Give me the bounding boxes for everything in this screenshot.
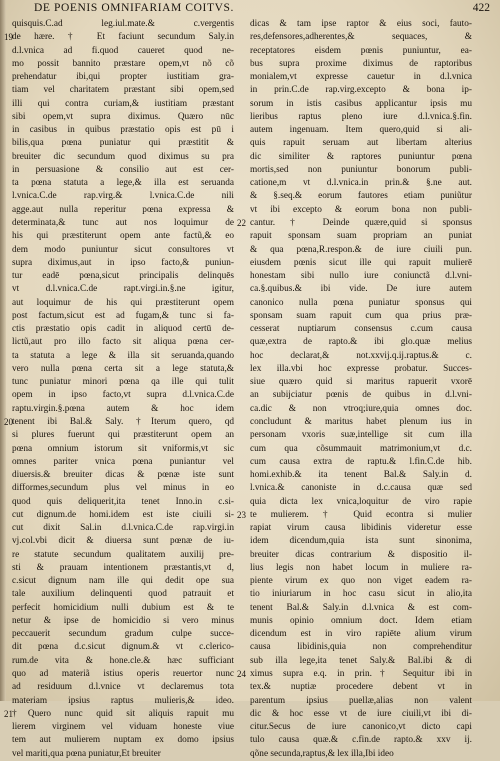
line-text: piente virum ex quo non viget eadem ra- bbox=[250, 576, 472, 587]
line-text: concludunt & maritus habet plenum ius in bbox=[250, 416, 472, 427]
line-text: tale auxilium delinquenti quod patrauit et bbox=[12, 589, 234, 600]
line-text: difformes,secundum plus vel minus in eo bbox=[12, 483, 234, 494]
line-text: quisquis.C.ad leg.iul.mate.& c.vergentis bbox=[12, 19, 234, 29]
line-text: de hære. † Et faciunt secundum Saly.in bbox=[12, 32, 234, 43]
line-text: quo ad materiã istius operis reuertor nunc bbox=[12, 669, 234, 680]
text-line bbox=[250, 602, 472, 615]
page-number: 422 bbox=[472, 2, 490, 14]
line-text: vero nulla pœna certa sit a lege statuta,& bbox=[12, 363, 234, 374]
line-text: cum causa extra de raptu.& l.fin.C.de hib. bbox=[250, 456, 472, 467]
left-text-column bbox=[4, 18, 234, 761]
text-line bbox=[12, 602, 234, 615]
text-line bbox=[250, 363, 472, 376]
text-line bbox=[12, 310, 234, 323]
line-text: tiam vel charitatem præstant sibi opem,sed bbox=[12, 85, 234, 96]
text-line bbox=[250, 244, 472, 257]
line-text: rapuit sponsam suam propriam an puniat bbox=[250, 231, 472, 242]
text-line bbox=[250, 18, 472, 31]
line-text: quis rapuit seruam aut libertam alterius bbox=[250, 138, 472, 149]
line-text: illi qui contra curiam,& iustitiam præstant bbox=[12, 98, 234, 109]
line-text: parentum ipsius puellæ,alias non valent bbox=[250, 695, 472, 706]
text-line bbox=[250, 575, 472, 588]
text-line bbox=[12, 509, 234, 522]
line-text: post factum,sicut est ad fugam,& tunc si fa- bbox=[12, 310, 234, 321]
text-line bbox=[12, 668, 234, 681]
text-line bbox=[250, 137, 472, 150]
line-text: dit pœna d.c.sicut dignum.& vt c.clerico- bbox=[12, 642, 234, 653]
text-line bbox=[250, 695, 472, 708]
line-text: l.vnica.& canoniste in d.c.causa quæ sed bbox=[250, 483, 472, 494]
text-line bbox=[250, 283, 472, 296]
line-text: bus supra proxime diximus de raptoribus bbox=[250, 58, 472, 69]
text-line bbox=[237, 668, 472, 681]
line-text: lex illa.vbi hoc expresse probatur. Succes- bbox=[250, 363, 472, 374]
text-line bbox=[250, 496, 472, 509]
text-line bbox=[250, 641, 472, 654]
text-line bbox=[12, 18, 234, 31]
line-text: homi.exhib.& ita tenent Bal.& Saly.in d. bbox=[250, 470, 472, 481]
text-line bbox=[12, 429, 234, 442]
line-text: ta statuta a lege & illa sit seruanda,quando bbox=[12, 350, 234, 361]
text-line bbox=[12, 522, 234, 535]
text-line bbox=[12, 482, 234, 495]
line-text: peccauerit secundum gradum culpe succe- bbox=[12, 629, 234, 640]
text-line bbox=[12, 151, 234, 164]
text-line bbox=[250, 124, 472, 137]
text-line bbox=[237, 217, 472, 230]
line-text: determinata,& tunc aut nos loquimur de bbox=[12, 217, 234, 228]
text-line bbox=[12, 71, 234, 84]
text-line bbox=[12, 403, 234, 416]
line-text: lierem virginem vel viduam honeste viue bbox=[12, 722, 234, 733]
line-text: tem aut mulierem nuptam ex domo ipsius bbox=[12, 735, 234, 746]
line-text: †Quero nunc quid sit aliquis rapuit mu bbox=[12, 708, 234, 719]
text-line bbox=[250, 111, 472, 124]
line-text: dem modo puniuntur sicut consultores vt bbox=[12, 244, 234, 255]
text-line bbox=[12, 204, 234, 217]
line-text: tunc puniatur minori pœna qa ille qui tulit bbox=[12, 377, 234, 388]
line-text: autem ingenuam. Item quero,quid si ali- bbox=[250, 125, 472, 136]
text-line bbox=[12, 137, 234, 150]
text-line bbox=[250, 71, 472, 84]
line-text: dicas & tam ipse raptor & eius soci, fauto- bbox=[250, 19, 472, 29]
text-line bbox=[250, 31, 472, 44]
text-line bbox=[12, 549, 234, 562]
line-text: canonico nulla pœna puniatur sponsus qui bbox=[250, 297, 472, 308]
line-text: cut dignum.de homi.idem est iste ciuili si- bbox=[12, 509, 234, 520]
line-text: his qui præstiterunt opem ante factũ,& eo bbox=[12, 231, 234, 242]
text-line bbox=[250, 310, 472, 323]
line-text: munis opinio omnium doct. Idem etiam bbox=[250, 615, 472, 626]
text-line bbox=[250, 429, 472, 442]
line-text: mo possit bannito præstare opem,vt nõ cõ bbox=[12, 58, 234, 69]
paragraph-number: 20 bbox=[4, 416, 13, 427]
line-text: ca.dic & non vtroq;iure,quia omnes doc. bbox=[250, 403, 472, 414]
line-text: in prin.C.de rap.virg.excepto & bona ip- bbox=[250, 85, 472, 96]
line-text: quia dicta lex vnica,loquitur de viro rapie bbox=[250, 496, 472, 507]
text-line bbox=[250, 443, 472, 456]
line-text: vt d.l.vnica.C.de rapt.virgi.in.§.ne igitur, bbox=[12, 284, 234, 295]
text-line bbox=[250, 549, 472, 562]
text-line bbox=[250, 98, 472, 111]
line-text: breuiter dic secundum quod diximus su pra bbox=[12, 151, 234, 162]
text-line bbox=[250, 164, 472, 177]
line-text: ad residuum d.l.vnice vt declaremus tota bbox=[12, 682, 234, 693]
text-line bbox=[250, 270, 472, 283]
line-text: & qua pœna,R.respon.& de iure ciuili pun. bbox=[250, 244, 472, 255]
line-text: mortis,sed non puniuntur bonorum publi- bbox=[250, 164, 472, 175]
text-line bbox=[250, 681, 472, 694]
text-line bbox=[250, 615, 472, 628]
line-text: honestam sibi nullo iure coniunctã d.l.vni- bbox=[250, 271, 472, 282]
text-line bbox=[250, 257, 472, 270]
text-line bbox=[12, 270, 234, 283]
line-text: sibi opem,vt supra diximus. Quæro nūc bbox=[12, 111, 234, 122]
line-text: ximus supra e.q. in prin.† Sequitur ibi in bbox=[250, 669, 472, 680]
text-line bbox=[12, 721, 234, 734]
line-text: vt ibi excepto & eorum bona non publi- bbox=[250, 204, 472, 215]
text-line bbox=[12, 496, 234, 509]
text-line bbox=[250, 190, 472, 203]
paragraph-number: 23 bbox=[237, 509, 246, 520]
text-line bbox=[12, 244, 234, 257]
line-text: rum.de vita & hone.cle.& hæc sufficiant bbox=[12, 655, 234, 666]
line-text: rapiat virum causa libidinis videretur esse bbox=[250, 523, 472, 534]
line-text: lieribus raptus pleno iure d.l.vnica.§.fin. bbox=[250, 111, 472, 122]
line-text: quæ,extra de rapto.& ibi glo.quæ melius bbox=[250, 337, 472, 348]
text-line bbox=[250, 734, 472, 747]
line-text: receptatores eisdem pœnis puniuntur, ea- bbox=[250, 45, 472, 56]
line-text: d.l.vnica ad fi.quod caueret quod ne- bbox=[12, 45, 234, 56]
text-line bbox=[237, 509, 472, 522]
line-text: catione,m vt d.l.vnica.in prin.& §.ne aut. bbox=[250, 178, 472, 189]
line-text: sub illa lege,ita tenet Saly.& Bal.ibi & di bbox=[250, 655, 472, 666]
line-text: hoc declarat,& not.xxvij.q.ij.raptus.& c. bbox=[250, 350, 472, 361]
text-line bbox=[250, 403, 472, 416]
text-line bbox=[250, 204, 472, 217]
text-line bbox=[250, 708, 472, 721]
text-line bbox=[12, 297, 234, 310]
text-line bbox=[12, 575, 234, 588]
line-text: cum qua cõsummauit matrimonium,vt d.c. bbox=[250, 443, 472, 454]
line-text: perfecit homicidium nulli dubium est & te bbox=[12, 602, 234, 613]
line-text: pœna omnium istorum sit vniformis,vt sic bbox=[12, 443, 234, 454]
text-line bbox=[250, 376, 472, 389]
text-line bbox=[4, 416, 234, 429]
text-line bbox=[250, 177, 472, 190]
paragraph-number: 24 bbox=[237, 669, 246, 680]
line-text: materiam ipsius raptus mulieris,& ideo. bbox=[12, 695, 234, 706]
text-line bbox=[250, 416, 472, 429]
text-line bbox=[12, 681, 234, 694]
text-line bbox=[12, 177, 234, 190]
page-header bbox=[16, 2, 490, 18]
text-line bbox=[250, 588, 472, 601]
text-line bbox=[250, 45, 472, 58]
line-text: tex.& nuptiæ procedere debent vt in bbox=[250, 682, 472, 693]
text-line bbox=[250, 297, 472, 310]
line-text: vel mariti,qua pœna puniatur,Et breuiter bbox=[12, 748, 161, 759]
line-text: cantur. † Deinde quære,quid si sponsus bbox=[250, 217, 472, 228]
line-text: in casibus in quibus præstatio opis est pū i bbox=[12, 125, 234, 136]
text-line bbox=[250, 336, 472, 349]
text-line bbox=[250, 721, 472, 734]
text-line bbox=[12, 164, 234, 177]
text-line bbox=[250, 151, 472, 164]
line-text: qõne secunda,raptus,& lex illa,Ibi ideo bbox=[250, 748, 394, 759]
text-line bbox=[12, 655, 234, 668]
text-line bbox=[250, 469, 472, 482]
line-text: monialem,vt expresse cauetur in d.l.vnica bbox=[250, 72, 472, 83]
line-text: tulo causa quæ.& c.fin.de rapto.& xxv ij. bbox=[250, 735, 472, 746]
text-line bbox=[12, 389, 234, 402]
line-text: sti & prauam intentionem præstantis,vt d, bbox=[12, 562, 234, 573]
text-line bbox=[12, 641, 234, 654]
text-line bbox=[250, 482, 472, 495]
line-text: aut loquimur de his qui præstiterunt opem bbox=[12, 297, 234, 308]
text-line bbox=[12, 336, 234, 349]
text-line bbox=[12, 283, 234, 296]
text-line bbox=[12, 58, 234, 71]
text-line bbox=[12, 323, 234, 336]
text-line bbox=[250, 323, 472, 336]
line-text: sponsam suam rapuit cum qua prius præ- bbox=[250, 310, 472, 321]
text-line bbox=[12, 588, 234, 601]
text-line bbox=[250, 628, 472, 641]
line-text: quod quis deliquerit,ita tenet Inno.in c.si- bbox=[12, 496, 234, 507]
line-text: dic similiter & raptores puniuntur pœna bbox=[250, 151, 472, 162]
text-line bbox=[250, 84, 472, 97]
text-line bbox=[12, 615, 234, 628]
text-line bbox=[250, 58, 472, 71]
binding-gutter bbox=[0, 0, 6, 701]
line-text: ca.§.quibus.& ibi vide. De iure autem bbox=[250, 284, 472, 295]
line-text: si plures fuerunt qui præstiterunt opem an bbox=[12, 430, 234, 441]
text-line bbox=[12, 124, 234, 137]
text-line bbox=[250, 389, 472, 402]
text-line bbox=[12, 84, 234, 97]
text-line bbox=[12, 45, 234, 58]
line-text: citur.Secus de iure canonico,vt dicto capi bbox=[250, 722, 472, 733]
line-text: tenent ibi Bal.& Saly. †Iterum quero, qd bbox=[12, 416, 234, 427]
line-text: cesserat nuptiarum consensus c.cum causa bbox=[250, 324, 472, 335]
paragraph-number: 21 bbox=[4, 708, 13, 719]
line-text: an subijciatur pœnis de quibus in d.l.vni- bbox=[250, 390, 472, 401]
text-line bbox=[12, 748, 234, 761]
text-line bbox=[12, 111, 234, 124]
line-text: personam vxoris suæ,intellige sit cum illa bbox=[250, 430, 472, 441]
text-line bbox=[12, 456, 234, 469]
text-line bbox=[250, 748, 472, 761]
line-text: cut dixit Sal.in d.l.vnica.C.de rap.virgi.in bbox=[12, 523, 234, 534]
line-text: res,defensores,adherentes,& sequaces, & bbox=[250, 32, 472, 43]
line-text: dic & hoc esse vt de iure ciuili,vt ibi di- bbox=[250, 708, 472, 719]
line-text: causa libidinis,quia non comprehenditur bbox=[250, 642, 472, 653]
text-line bbox=[250, 535, 472, 548]
right-text-column bbox=[237, 18, 472, 761]
text-line bbox=[12, 734, 234, 747]
line-text: bilis,qua pœna puniatur qui præstitit & bbox=[12, 138, 234, 149]
line-text: te mulierem. † Quid econtra si mulier bbox=[250, 509, 472, 520]
line-text: in persuasione & consilio aut est cer- bbox=[12, 164, 234, 175]
text-line bbox=[12, 217, 234, 230]
line-text: ta pœna statuta a lege,& illa est seruanda bbox=[12, 178, 234, 189]
line-text: opem in ipso facto,vt supra d.l.vnica.C.de bbox=[12, 390, 234, 401]
text-line bbox=[12, 562, 234, 575]
line-text: lius legis non habet locum in muliere ra- bbox=[250, 562, 472, 573]
line-text: eiusdem pœnis sicut ille qui rapuit mulierē bbox=[250, 257, 472, 268]
line-text: lictũ,aut pro illo facto sit aliqua pœna cer- bbox=[12, 337, 234, 348]
text-line bbox=[12, 363, 234, 376]
line-text: supra diximus,aut in ipso facto,& puniun- bbox=[12, 257, 234, 268]
line-text: dicendum est in viro rapiēte alium virum bbox=[250, 629, 472, 640]
text-line bbox=[4, 708, 234, 721]
text-line bbox=[12, 443, 234, 456]
line-text: re statute secundum qualitatem auxilij pre- bbox=[12, 549, 234, 560]
text-line bbox=[12, 230, 234, 243]
text-line bbox=[12, 257, 234, 270]
text-line bbox=[12, 535, 234, 548]
text-line bbox=[250, 655, 472, 668]
line-text: raptu.virgin.§.pœna autem & hoc idem bbox=[12, 403, 234, 414]
line-text: ctis præstatio opis cadit in aliquod certū de- bbox=[12, 324, 234, 335]
line-text: & §.seq.& eorum fautores etiam puniũtur bbox=[250, 191, 472, 202]
text-line bbox=[250, 230, 472, 243]
line-text: l.vnica.C.de rap.virg.& l.vnica.C.de nili bbox=[12, 191, 234, 202]
text-line bbox=[250, 456, 472, 469]
paragraph-number: 22 bbox=[237, 217, 246, 228]
running-title: DE POENIS OMNIFARIAM COITVS. bbox=[34, 2, 234, 14]
line-text: siue quæro quid si maritus rapuerit vxorē bbox=[250, 377, 472, 388]
line-text: tio iniuriarum in hoc casu sicut in alio,ita bbox=[250, 589, 472, 600]
line-text: agge.aut nulla reperitur pœna expressa & bbox=[12, 204, 234, 215]
line-text: netur & ipse de homicidio si vero minus bbox=[12, 615, 234, 626]
text-line bbox=[12, 695, 234, 708]
line-text: tur eadē pœna,sicut principalis delinquēs bbox=[12, 271, 234, 282]
line-text: idem dicendum,quia ista sunt sinonima, bbox=[250, 536, 472, 547]
text-line bbox=[4, 31, 234, 44]
text-line bbox=[250, 562, 472, 575]
text-line bbox=[12, 628, 234, 641]
text-line bbox=[12, 376, 234, 389]
line-text: sorum in istis casibus applicantur ipsis mu bbox=[250, 98, 472, 109]
line-text: diuersis.& breuiter dicas & pœnæ iste sunt bbox=[12, 470, 234, 481]
line-text: prehendatur ibi,qui propter iustitiam gra- bbox=[12, 72, 234, 83]
text-line bbox=[12, 190, 234, 203]
text-line bbox=[12, 469, 234, 482]
text-line bbox=[250, 522, 472, 535]
text-line bbox=[250, 350, 472, 363]
paragraph-number: 19 bbox=[4, 32, 13, 43]
text-line bbox=[12, 350, 234, 363]
text-line bbox=[12, 98, 234, 111]
line-text: c.sicut dignum nam ille qui dedit ope sua bbox=[12, 576, 234, 587]
line-text: omnes pariter vnica pœna puniantur vel bbox=[12, 456, 234, 467]
line-text: breuiter dicas contrarium & dispositio il- bbox=[250, 549, 472, 560]
line-text: vj.col.vbi dicit & diuersa sunt pœnæ de iu- bbox=[12, 536, 234, 547]
line-text: tenent Bal.& Saly.in d.l.vnica & est com- bbox=[250, 602, 472, 613]
